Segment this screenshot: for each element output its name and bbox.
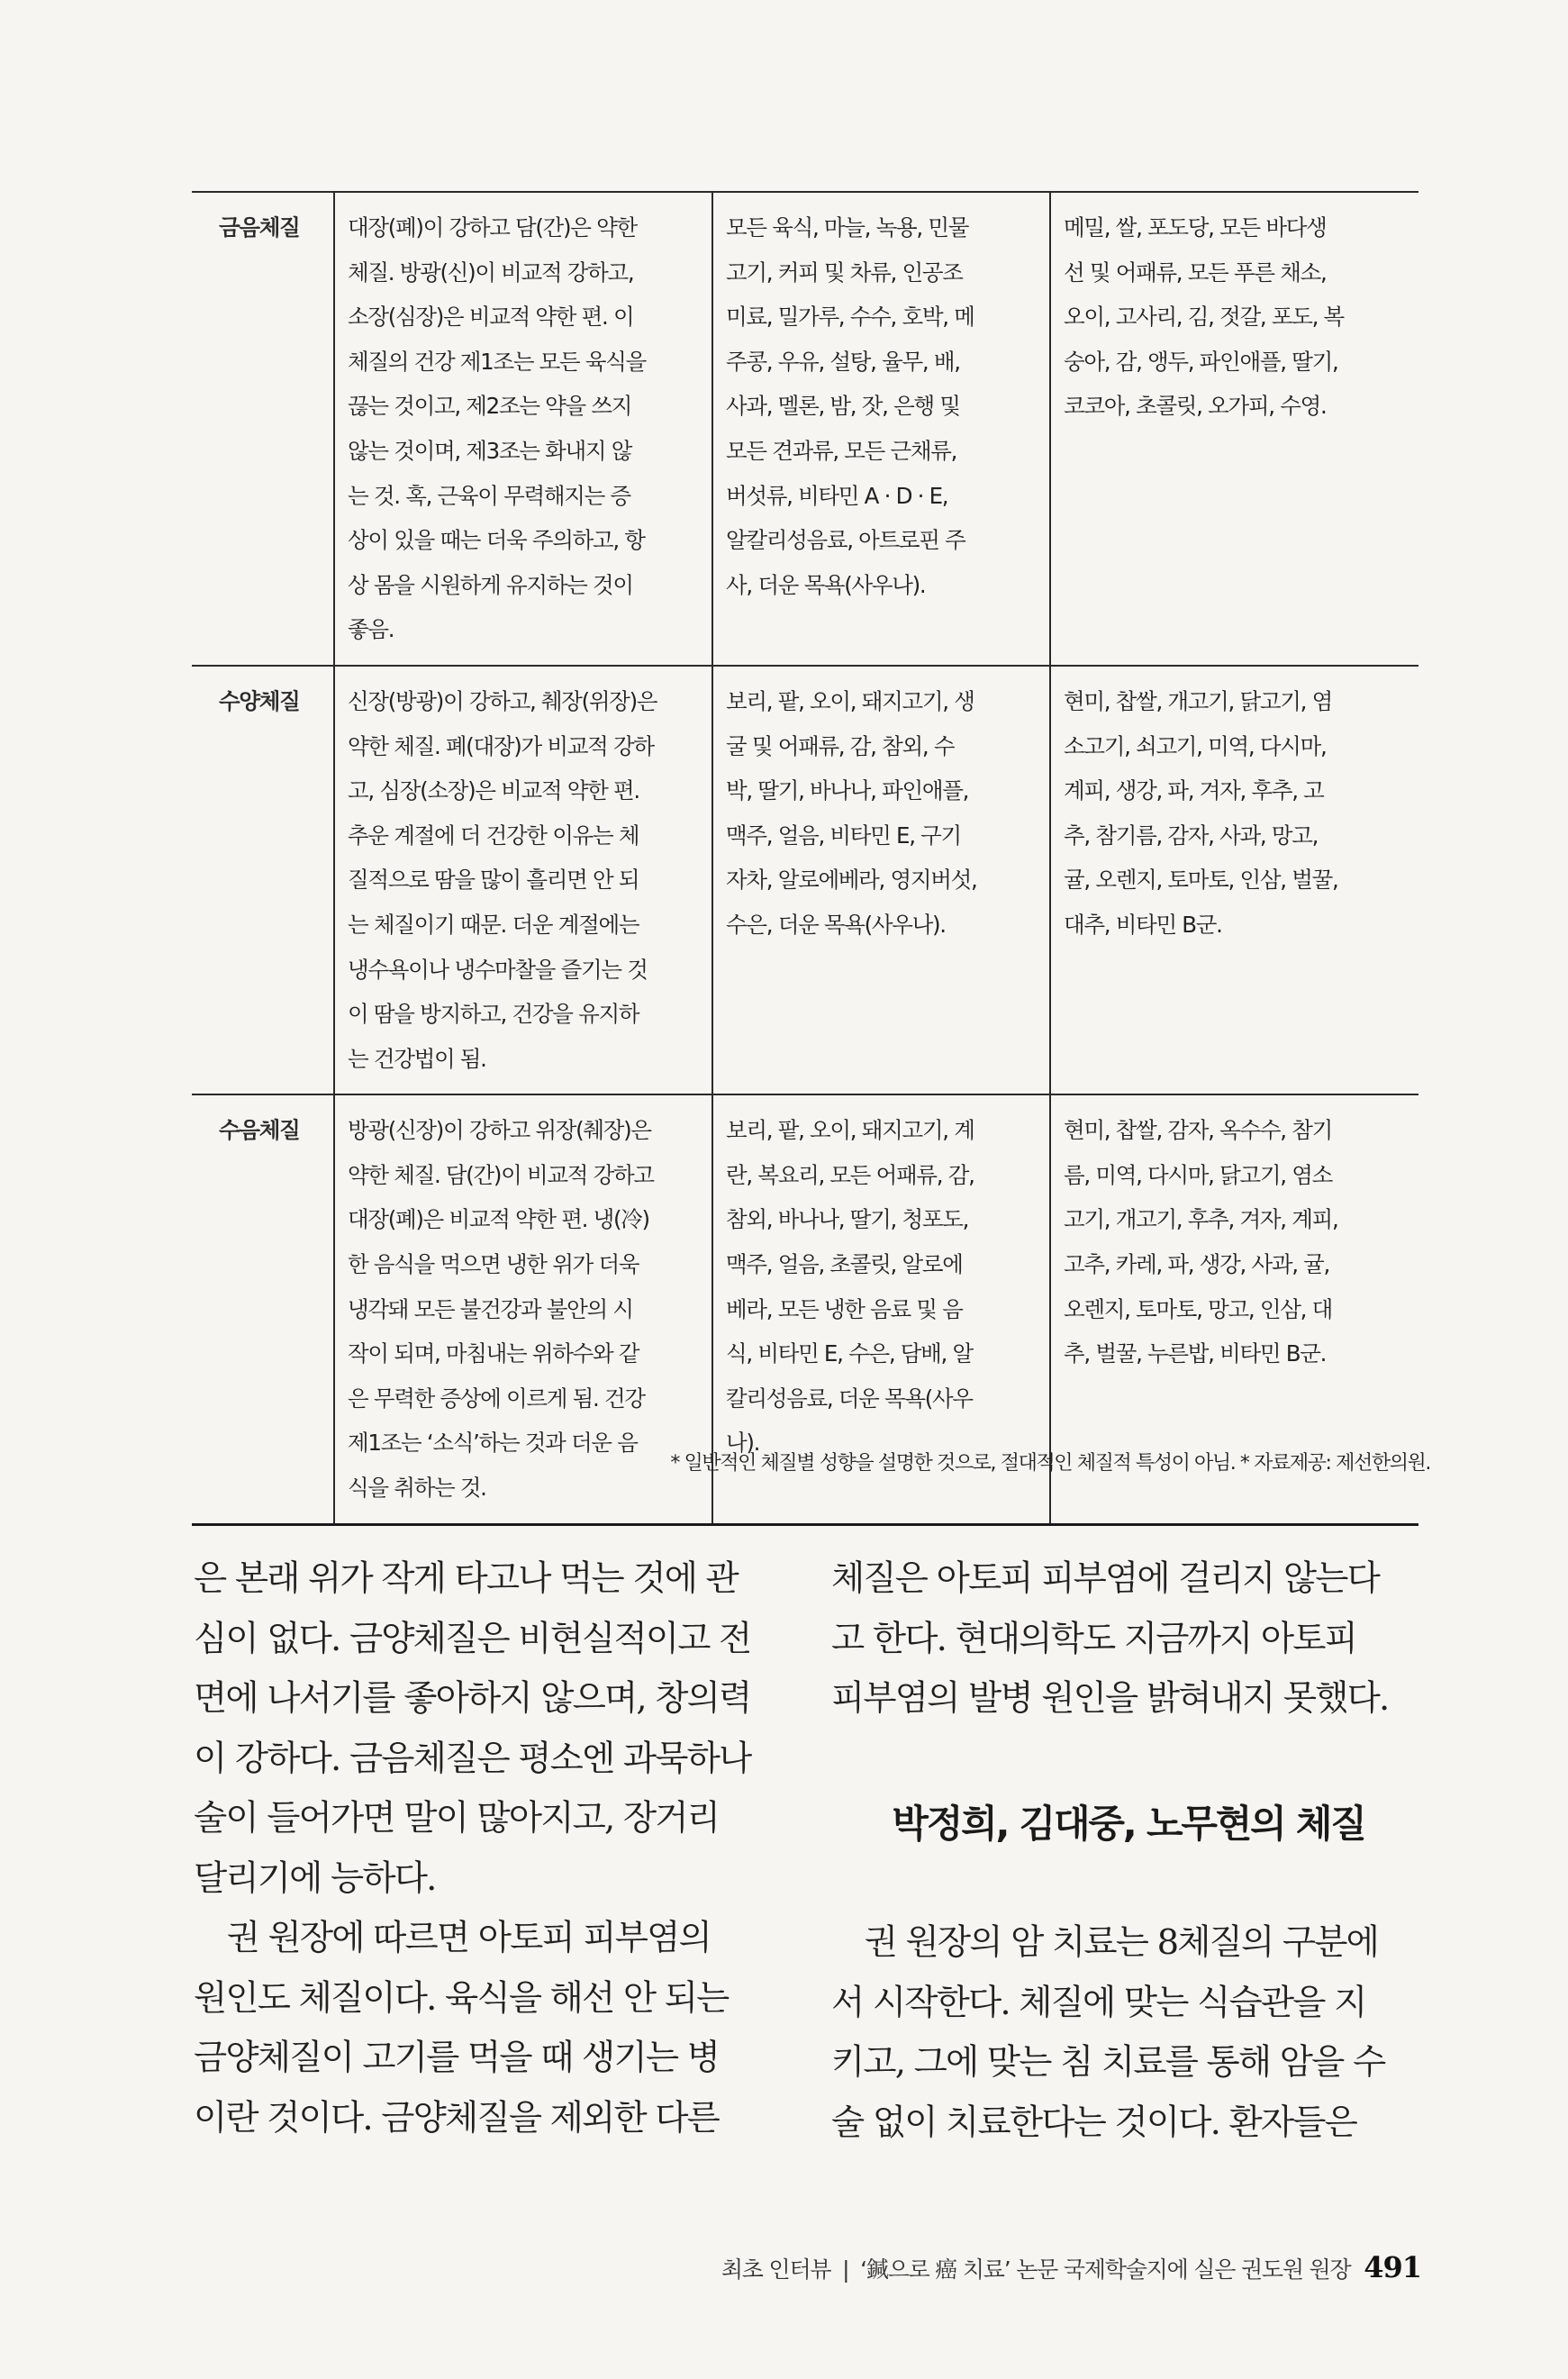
constitution-description-line: 제1조는 ‘소식’하는 것과 더운 음 [348, 1430, 638, 1457]
body-line: 금양체질이 고기를 먹을 때 생기는 병 [194, 2038, 720, 2078]
foods-beneficial [1050, 666, 1418, 1094]
right-text-column [831, 1549, 1426, 2153]
foods-to-avoid-line: 버섯류, 비타민 A · D · E, [726, 482, 948, 509]
constitution-description-line: 식을 취하는 것. [348, 1475, 486, 1502]
body-line: 술이 들어가면 말이 많아지고, 장거리 [194, 1798, 720, 1839]
section-heading: 박정희, 김대중, 노무현의 체질 [892, 1801, 1365, 1846]
foods-to-avoid-line: 알칼리성음료, 아트로핀 주 [726, 527, 965, 554]
constitution-description-line: 상 몸을 시원하게 유지하는 것이 [348, 571, 633, 598]
foods-to-avoid-line: 맥주, 얼음, 초콜릿, 알로에 [726, 1251, 963, 1278]
foods-beneficial-line: 소고기, 쇠고기, 미역, 다시마, [1064, 732, 1327, 759]
body-line: 이 강하다. 금음체질은 평소엔 과묵하나 [194, 1738, 751, 1779]
body-line: 권 원장의 암 치료는 8체질의 구분에 [831, 1922, 1379, 1963]
constitution-description-line: 추운 계절에 더 건강한 이유는 체 [348, 822, 639, 849]
body-line: 체질은 아토피 피부염에 걸리지 않는다 [831, 1558, 1380, 1599]
foods-to-avoid [712, 192, 1050, 666]
body-paragraph [194, 1909, 779, 2148]
foods-beneficial-line: 현미, 찹쌀, 개고기, 닭고기, 염 [1064, 687, 1332, 714]
constitution-description-line: 신장(방광)이 강하고, 췌장(위장)은 [348, 687, 657, 714]
foods-to-avoid-line: 보리, 팥, 오이, 돼지고기, 계 [726, 1117, 974, 1144]
constitution-description-line: 한 음식을 먹으면 냉한 위가 더욱 [348, 1251, 639, 1278]
constitution-description-line: 고, 심장(소장)은 비교적 약한 편. [348, 777, 639, 804]
constitution-description-line: 은 무력한 증상에 이르게 됨. 건강 [348, 1385, 645, 1412]
constitution-description-line: 체질의 건강 제1조는 모든 육식을 [348, 348, 647, 375]
constitution-description [334, 192, 712, 666]
body-line: 면에 나서기를 좋아하지 않으며, 창의력 [194, 1678, 751, 1719]
foods-beneficial-line: 오렌지, 토마토, 망고, 인삼, 대 [1064, 1295, 1332, 1322]
foods-beneficial-line: 메밀, 쌀, 포도당, 모든 바다생 [1064, 214, 1327, 241]
constitution-description-line: 않는 것이며, 제3조는 화내지 않 [348, 437, 632, 464]
foods-to-avoid-line: 굴 및 어패류, 감, 참외, 수 [726, 732, 955, 759]
foods-to-avoid-line: 사, 더운 목욕(사우나). [726, 571, 926, 598]
constitution-type: 수양체질 [219, 687, 300, 714]
body-line: 고 한다. 현대의학도 지금까지 아토피 [831, 1618, 1357, 1659]
constitution-description-line: 끊는 것이고, 제2조는 약을 쓰지 [348, 393, 632, 420]
constitution-description-line: 대장(폐)은 비교적 약한 편. 냉(冷) [348, 1206, 649, 1233]
foods-beneficial-line: 계피, 생강, 파, 겨자, 후추, 고 [1064, 777, 1324, 804]
foods-beneficial-line: 대추, 비타민 B군. [1064, 911, 1222, 938]
constitution-description-line: 약한 체질. 폐(대장)가 비교적 강하 [348, 732, 654, 759]
left-text-column [194, 1549, 779, 2148]
footer-separator: | [842, 2256, 849, 2283]
table-row [192, 192, 1418, 666]
foods-beneficial-line: 귤, 오렌지, 토마토, 인삼, 벌꿀, [1064, 867, 1338, 894]
foods-to-avoid-line: 칼리성음료, 더운 목욕(사우 [726, 1385, 973, 1412]
foods-to-avoid-line: 박, 딸기, 바나나, 파인애플, [726, 777, 969, 804]
body-line: 심이 없다. 금양체질은 비현실적이고 전 [194, 1618, 751, 1659]
body-line: 달리기에 능하다. [194, 1857, 436, 1899]
constitution-description-line: 약한 체질. 담(간)이 비교적 강하고 [348, 1161, 654, 1188]
constitution-description-line: 냉각돼 모든 불건강과 불안의 시 [348, 1295, 633, 1322]
constitution-table-grid [192, 191, 1418, 1526]
foods-to-avoid-line: 고기, 커피 및 차류, 인공조 [726, 259, 963, 286]
constitution-description-line: 체질. 방광(신)이 비교적 강하고, [348, 259, 634, 286]
table-footnote: * 일반적인 체질별 성향을 설명한 것으로, 절대적인 체질적 특성이 아님. * 자료제공: 제선한의원. [670, 1452, 1430, 1475]
body-line: 권 원장에 따르면 아토피 피부염의 [194, 1918, 711, 1958]
footer-section: 최초 인터뷰 [721, 2256, 831, 2283]
foods-to-avoid-line: 식, 비타민 E, 수은, 담배, 알 [726, 1340, 973, 1367]
body-line: 이란 것이다. 금양체질을 제외한 다른 [194, 2097, 720, 2138]
foods-beneficial-line: 숭아, 감, 앵두, 파인애플, 딸기, [1064, 348, 1338, 375]
constitution-description-line: 질적으로 땀을 많이 흘리면 안 되 [348, 867, 639, 894]
constitution-description [334, 666, 712, 1094]
constitution-description-line: 는 건강법이 됨. [348, 1045, 486, 1072]
foods-to-avoid [712, 666, 1050, 1094]
constitution-description-line: 는 체질이기 때문. 더운 계절에는 [348, 911, 639, 938]
body-line: 원인도 체질이다. 육식을 해선 안 되는 [194, 1977, 729, 2019]
foods-to-avoid-line: 란, 복요리, 모든 어패류, 감, [726, 1161, 974, 1188]
foods-to-avoid-line: 주콩, 우유, 설탕, 율무, 배, [726, 348, 960, 375]
constitution-description-line: 방광(신장)이 강하고 위장(췌장)은 [348, 1117, 651, 1144]
constitution-type: 금음체질 [219, 214, 300, 241]
foods-beneficial-line: 추, 벌꿀, 누른밥, 비타민 B군. [1064, 1340, 1327, 1367]
foods-to-avoid-line: 맥주, 얼음, 비타민 E, 구기 [726, 822, 961, 849]
constitution-description-line: 는 것. 혹, 근육이 무력해지는 증 [348, 482, 630, 509]
footer-title: ‘鍼으로 癌 치료’ 논문 국제학술지에 실은 권도원 원장 [860, 2256, 1351, 2283]
foods-to-avoid-line: 수은, 더운 목욕(사우나). [726, 911, 946, 938]
foods-beneficial-line: 코코아, 초콜릿, 오가피, 수영. [1064, 393, 1327, 420]
constitution-description-line: 상이 있을 때는 더욱 주의하고, 항 [348, 527, 645, 554]
body-line: 술 없이 치료한다는 것이다. 환자들은 [831, 2102, 1357, 2143]
constitution-type: 수음체질 [219, 1117, 300, 1144]
constitution-description-line: 작이 되며, 마침내는 위하수와 같 [348, 1340, 639, 1367]
body-line: 은 본래 위가 작게 타고나 먹는 것에 관 [194, 1558, 738, 1599]
foods-to-avoid-line: 미료, 밀가루, 수수, 호박, 메 [726, 304, 974, 331]
constitution-table [192, 191, 1418, 1526]
foods-beneficial [1050, 192, 1418, 666]
body-paragraph [194, 1549, 779, 1909]
foods-to-avoid-line: 참외, 바나나, 딸기, 청포도, [726, 1206, 969, 1233]
page-footer [594, 2250, 1421, 2284]
foods-to-avoid-line: 모든 견과류, 모든 근채류, [726, 437, 957, 464]
constitution-description-line: 대장(폐)이 강하고 담(간)은 약한 [348, 214, 637, 241]
foods-beneficial-line: 선 및 어패류, 모든 푸른 채소, [1064, 259, 1327, 286]
foods-beneficial-line: 오이, 고사리, 김, 젓갈, 포도, 복 [1064, 304, 1344, 331]
foods-to-avoid-line: 나). [726, 1430, 760, 1457]
body-line: 키고, 그에 맞는 침 치료를 통해 암을 수 [831, 2042, 1385, 2083]
foods-to-avoid-line: 보리, 팥, 오이, 돼지고기, 생 [726, 687, 974, 714]
foods-beneficial-line: 추, 참기름, 감자, 사과, 망고, [1064, 822, 1319, 849]
constitution-description-line: 냉수욕이나 냉수마찰을 즐기는 것 [348, 956, 648, 983]
foods-beneficial-line: 고추, 카레, 파, 생강, 사과, 귤, [1064, 1251, 1330, 1278]
page-number: 491 [1364, 2250, 1421, 2284]
body-line: 서 시작한다. 체질에 맞는 식습관을 지 [831, 1982, 1366, 2023]
body-line: 피부염의 발병 원인을 밝혀내지 못했다. [831, 1678, 1389, 1719]
foods-beneficial-line: 름, 미역, 다시마, 닭고기, 염소 [1064, 1161, 1332, 1188]
foods-to-avoid-line: 베라, 모든 냉한 음료 및 음 [726, 1295, 963, 1322]
table-row [192, 666, 1418, 1094]
foods-to-avoid-line: 사과, 멜론, 밤, 잣, 은행 및 [726, 393, 960, 420]
foods-beneficial-line: 고기, 개고기, 후추, 겨자, 계피, [1064, 1206, 1338, 1233]
constitution-description-line: 이 땀을 방지하고, 건강을 유지하 [348, 1001, 639, 1028]
constitution-description-line: 좋음. [348, 616, 394, 643]
foods-beneficial-line: 현미, 찹쌀, 감자, 옥수수, 참기 [1064, 1117, 1332, 1144]
foods-to-avoid-line: 모든 육식, 마늘, 녹용, 민물 [726, 214, 969, 241]
constitution-description-line: 소장(심장)은 비교적 약한 편. 이 [348, 304, 634, 331]
foods-to-avoid-line: 자차, 알로에베라, 영지버섯, [726, 867, 977, 894]
